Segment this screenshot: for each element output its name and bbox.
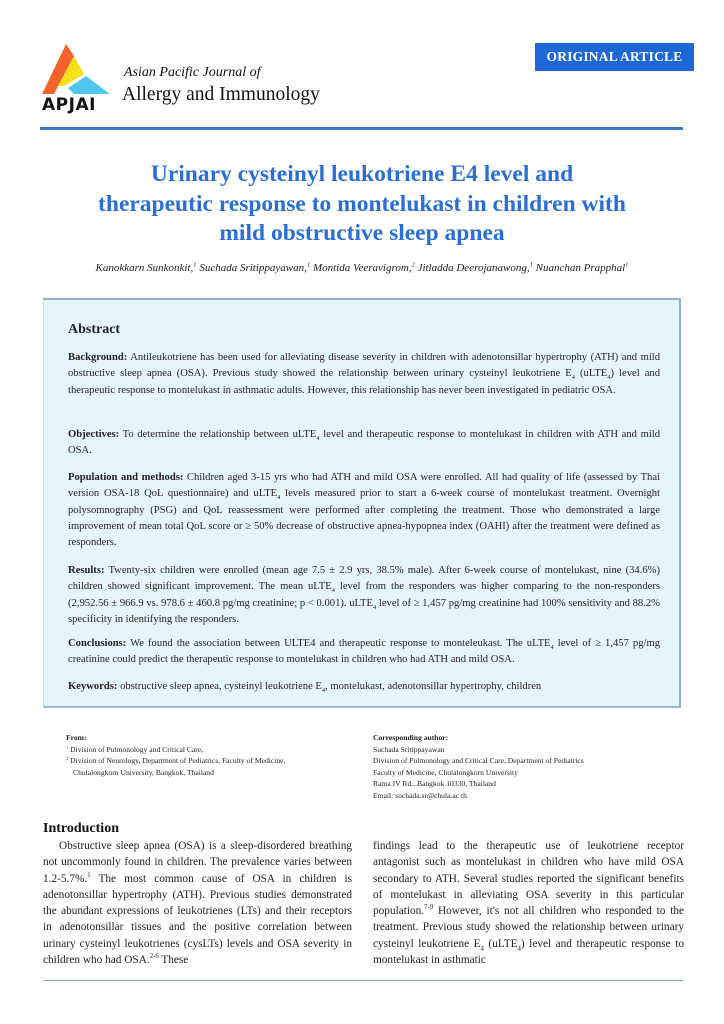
journal-name-line2: Allergy and Immunology [122,84,320,105]
abstract-heading: Abstract [68,322,121,337]
citation[interactable]: 2-6 [149,953,159,961]
abstract-background: Background: Antileukotriene has been used for alleviating disease severity in children with adenotonsillar hypertrophy (ATH) and mild obstructive sleep apnea (OSA). Previous study showed the relationship between urinary cysteinyl leukotriene $E_4$ (uLTE$_4$) level and therapeutic response to montelukast in asthmatic adults. However, this relationship has never been investigated in pediatric OSA. [68,352,660,396]
author: Suchada Sritippayawan,$^1$ [199,261,311,274]
journal-logo-mark [40,42,114,96]
author: Montida Veeravigrom,$^2$ [312,261,415,274]
affiliation-item: $^1$ Division of Pulmonology and Critical Care, [66,743,204,754]
logo-text: APJAI [42,95,96,115]
author: Nuanchan Prapphal$^1$ [535,261,629,274]
title-line-1: Urinary cysteinyl leukotriene E4 level and [150,161,574,187]
corresponding-label: Corresponding author: [373,733,449,742]
article-type-badge: ORIGINAL ARTICLE [535,43,694,71]
corresponding-line: Rama IV Rd., Bangkok 10330, Thailand [373,779,496,788]
introduction-column-right: findings lead to the therapeutic use of leukotriene receptor antagonist such as montelukast in children who have mild OSA secondary to ATH. Several studies reported the significant benefits of montelukast in alleviating OSA severity in this particular population.$^{7-9}$ However, it's not all children who responded to the treatment. Previous study showed the relationship between urinary cysteinyl leukotriene $E_4$ (uLTE$_4$) level and therapeutic response to montelukast in asthmatic [373,840,684,967]
affiliations [66,732,356,778]
affiliation-item: $^2$ Division of Neurology, Department of Pediatrics, Faculty of Medicine, [66,755,286,765]
abstract-conclusions: Conclusions: We found the association between ULTE4 and therapeutic response to monteleukast. The uLTE$_4$ level of ≥ 1,457 pg/mg creatinine could predict the therapeutic response to montelukast in children who had ATH and mild OSA. [68,638,660,666]
abstract-objectives: Objectives: To determine the relationship between uLTE$_4$ level and therapeutic response to montelukast in children with ATH and mild OSA. [68,429,661,457]
corresponding-author [373,732,683,801]
author: Jitladda Deerojanawong,$^1$ [417,261,533,274]
author: Kanokkarn Sunkonkit,$^1$ [95,261,197,274]
title-line-3: mild obstructive sleep apnea [219,220,505,246]
affiliation-continuation: Chulalongkorn University, Bangkok, Thailand [73,767,214,777]
journal-name-line1: Asian Pacific Journal of [124,65,261,80]
footer-divider [43,980,683,981]
from-label: From: [66,733,87,742]
author-list [40,262,684,274]
corresponding-email[interactable]: Email: suchada.sr@chula.ac.th [373,790,467,800]
introduction-column-left: Obstructive sleep apnea (OSA) is a sleep-disordered breathing not uncommonly found in children. The prevalence varies between 1.2-5.7%.$^1$ The most common cause of OSA in children is adenotonsillar hypertrophy (ATH). Previous studies demonstrated the abundant expressions of leukotrienes (LTs) and their receptors in adenotonsillar tissues and the positive correlation between urinary cysteinyl leukotrienes (cysLTs) levels and OSA severity in children who had OSA.$^{2-6}$ These [43,840,352,967]
header-divider [40,127,683,130]
abstract-box [43,298,681,708]
introduction-heading: Introduction [43,821,119,836]
abstract-results: Results: Twenty-six children were enrolled (mean age 7.5 ± 2.9 yrs, 38.5% male). After 6-week course of montelukast, nine (34.6%) children showed significant improvement. The mean uLTE$_4$ level from the responders was higher comparing to the non-responders (2,952.56 ± 966.9 vs. 978.6 ± 460.8 pg/mg creatinine; p < 0.001). uLTE$_4$ level of ≥ 1,457 pg/mg creatinine had 100% sensitivity and 88.2% specificity in identifying the responders. [68,565,660,625]
abstract-keywords: Keywords: obstructive sleep apnea, cysteinyl leukotriene $E_4$, montelukast, adenotonsillar hypertrophy, children [68,681,542,695]
apjai-logo-icon [40,42,114,96]
citation[interactable]: 7-9 [424,904,434,912]
citation[interactable]: 1 [87,871,91,879]
abstract-methods: Population and methods: Children aged 3-15 yrs who had ATH and mild OSA were enrolled. All had quality of life (assessed by Thai version OSA-18 QoL questionnaire) and uLTE$_4$ levels measured prior to start a 6-week course of montelukast treatment. Overnight polysomnography (PSG) and QoL reassessment were performed after completing the treatment. Those who demonstrated a large improvement of mean total QoL score or ≥ 50% decrease of obstructive apnea-hypopnea index (OAHI) after the treatment were defined as responders. [68,472,660,549]
corresponding-line: Suchada Sritippayawan [373,744,445,754]
corresponding-line: Division of Pulmonology and Critical Care, Department of Pediatrics [373,756,584,765]
article-title [60,160,664,249]
title-line-2: therapeutic response to montelukast in children with [98,190,626,217]
corresponding-line: Faculty of Medicine, Chulalongkorn University [373,767,518,777]
